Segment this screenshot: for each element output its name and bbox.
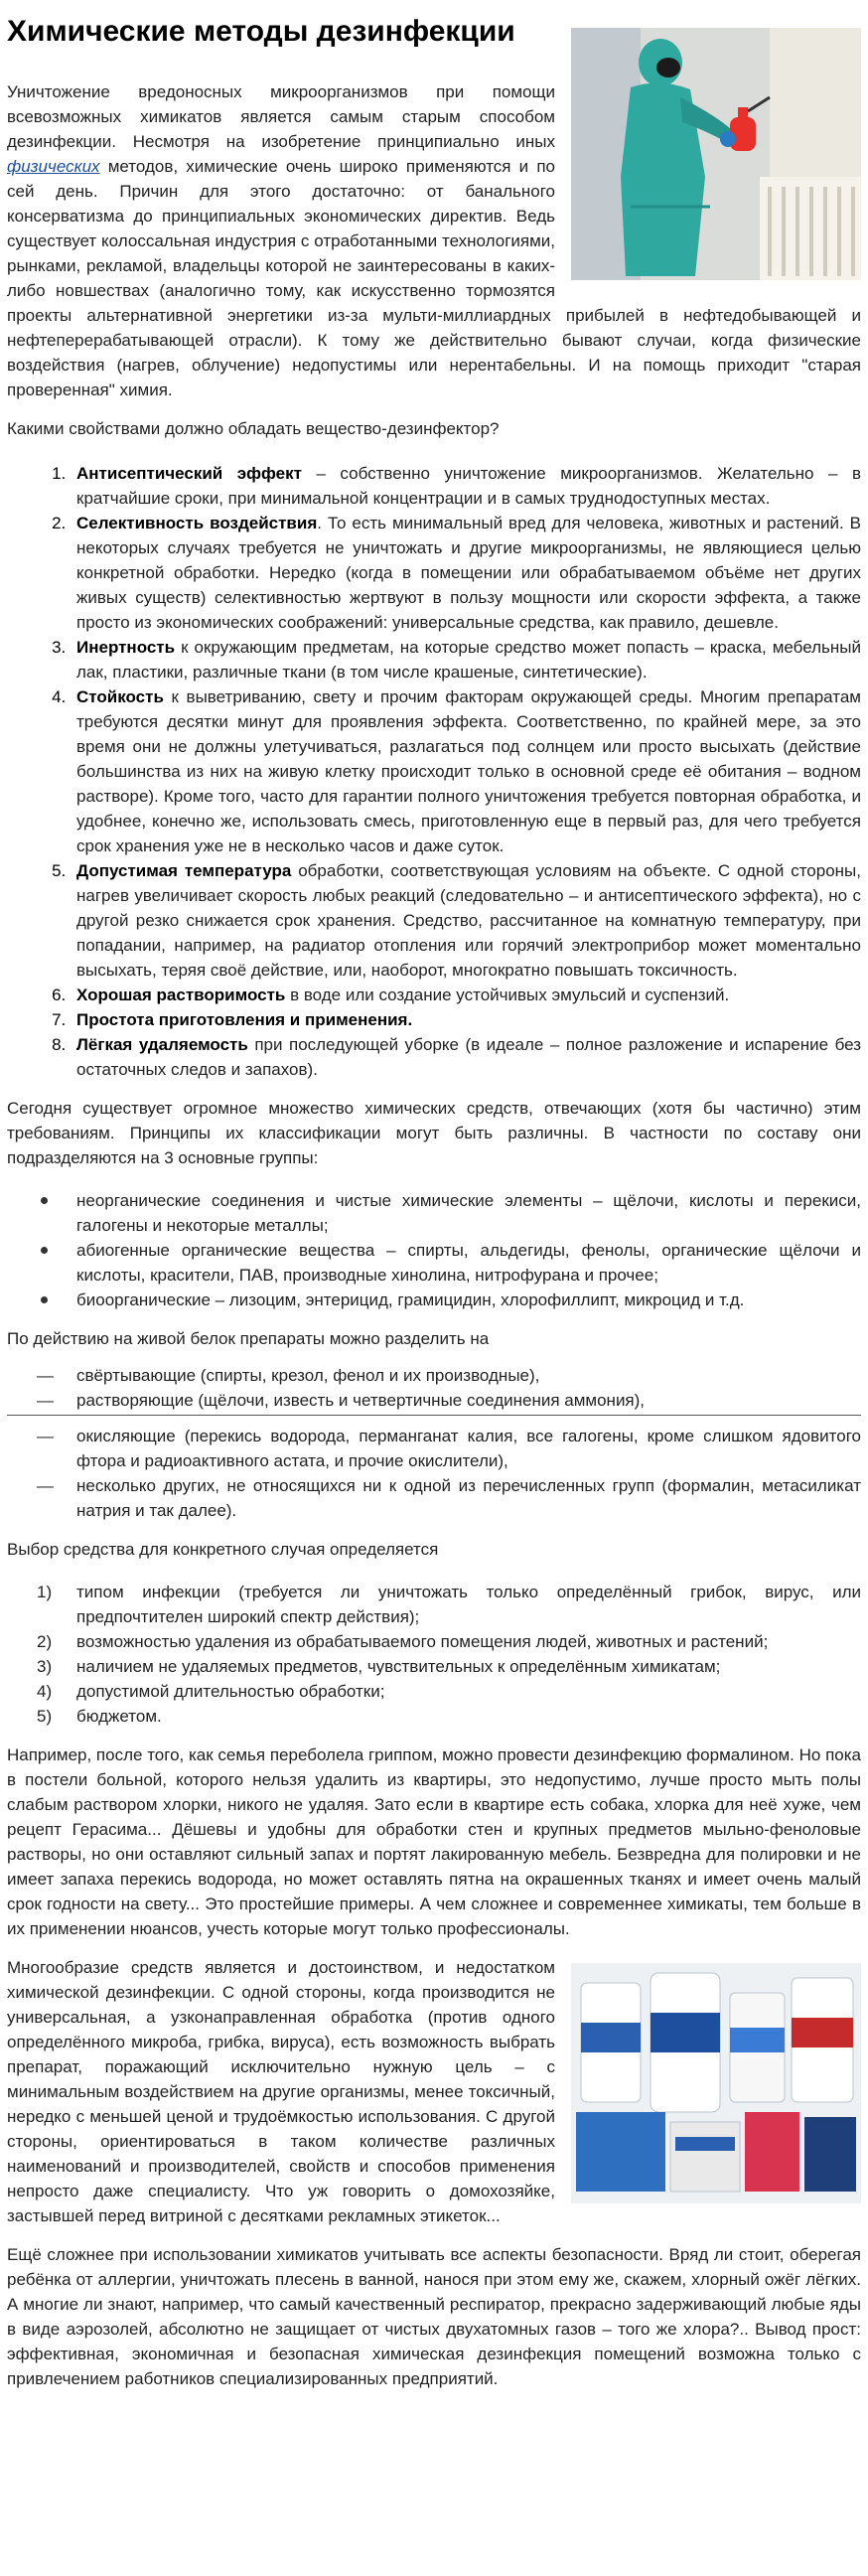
- property-text: . То есть минимальный вред для человека, животных и растений. В некоторых случаях требуется не уничтожать и другие микроорганизмы, не являющиеся целью конкретной обработки. Нередко (когда в помещении или обрабатываемом объёме нет других живых существ) селективностью жертвуют в пользу мощности или скорости эффекта, а также просто из экономических соображений: универсальные средства, как правило, дешевле.: [76, 514, 862, 632]
- list-item: возможностью удаления из обрабатываемого помещения людей, животных и растений;: [76, 1632, 769, 1651]
- list-item: — несколько других, не относящихся ни к одной из перечисленных групп (формалин, метасиликат натрия и так далее).: [71, 1473, 861, 1523]
- property-text: к окружающим предметам, на которые средство может попасть – краска, мебельный лак, пластики, различные ткани (в том числе крашеные, синтетические).: [76, 638, 861, 682]
- properties-question: Какими свойствами должно обладать вещество-дезинфектор?: [7, 419, 500, 438]
- property-item: [71, 858, 861, 983]
- property-term: Селективность воздействия: [76, 514, 318, 532]
- property-item: [71, 983, 861, 1007]
- properties-list: [7, 461, 861, 1082]
- property-term: Инертность: [76, 638, 176, 657]
- protein-groups-list-continued: [7, 1424, 861, 1523]
- property-item: [71, 635, 861, 684]
- property-item: [71, 1032, 861, 1082]
- list-item: допустимой длительностью обработки;: [76, 1682, 385, 1701]
- property-item: [71, 684, 861, 858]
- example-paragraph: Например, после того, как семья переболела гриппом, можно провести дезинфекцию формалином. Но пока в постели больной, которого нельзя удалить из квартиры, это недопустимо, лучше просто мыть полы слабым раствором хлорки, никого не удаляя. Зато если в квартире есть собака, хлорка для неё хуже, чем рецепт Герасима... Дёшевы и удобны для обработки стен и крупных предметов мыльно-феноловые растворы, но они оставляют сильный запах и портят лакированную мебель. Безвредна для полировки и не имеет запаха перекись водорода, но может оставлять пятна на окрашенных тканях и имеет очень малый срок годности на свету... Это простейшие примеры. А чем сложнее и современнее химикаты, тем больше в их применении нюансов, учесть которые могут только профессионалы.: [7, 1745, 861, 1938]
- safety-paragraph: Ещё сложнее при использовании химикатов учитывать все аспекты безопасности. Вряд ли стоит, оберегая ребёнка от аллергии, уничтожать плесень в ванной, нанося при этом ему же, скажем, хлорный ожёг лёгких. А многие ли знают, например, что самый качественный респиратор, прекрасно задерживающий любые яды в виде аэрозолей, абсолютно не защищает от чистых двухатомных газов – того же хлора?.. Вывод прост: эффективная, экономичная и безопасная химическая дезинфекция помещений возможна только с привлечением работников специализированных предприятий.: [7, 2245, 861, 2388]
- page-title: Химические методы дезинфекции: [7, 15, 515, 48]
- property-term: Антисептический эффект: [76, 464, 302, 483]
- groups-intro: Сегодня существует огромное множество химических средств, отвечающих (хотя бы частично) этим требованиям. Принципы их классификации могут быть различны. В частности по составу они подразделяются на 3 основные группы:: [7, 1099, 861, 1167]
- list-item: неорганические соединения и чистые химические элементы – щёлочи, кислоты и перекиси, галогены и некоторые металлы;: [71, 1188, 861, 1238]
- list-item: наличием не удаляемых предметов, чувствительных к определённым химикатам;: [76, 1657, 721, 1676]
- protein-groups-list: [7, 1363, 861, 1413]
- list-item: бюджетом.: [76, 1707, 162, 1726]
- list-item: — окисляющие (перекись водорода, перманганат калия, все галогены, кроме слишком ядовитого фтора и радиоактивного астата, и прочие окислители),: [71, 1424, 861, 1473]
- property-text: в воде или создание устойчивых эмульсий и суспензий.: [285, 985, 730, 1004]
- property-text: при последующей уборке (в идеале – полное разложение и испарение без остаточных следов и запахов).: [76, 1035, 862, 1079]
- list-item: — свёртывающие (спирты, крезол, фенол и их производные),: [71, 1363, 861, 1388]
- protein-intro: По действию на живой белок препараты можно разделить на: [7, 1329, 490, 1348]
- choice-criteria-list: [7, 1580, 861, 1729]
- variety-paragraph: [7, 1955, 861, 2228]
- variety-text: Многообразие средств является и достоинством, и недостатком химической дезинфекции. С одной стороны, когда производится не универсальная, а узконаправленная обработка (против одного определённого микроба, грибка, вируса), есть возможность выбрать препарат, поражающий исключительно нужную цель – с минимальным воздействием на другие организмы, менее токсичный, нередко с меньшей ценой и трудоёмкостью использования. С другой стороны, ориентироваться в таком количестве различных наименований и производителей, свойств и способов применения непросто даже специалисту. Что уж говорить о домохозяйке, застывшей перед витриной с десятками рекламных этикеток...: [7, 1958, 555, 2225]
- physical-methods-link[interactable]: физических: [7, 157, 100, 176]
- property-term: Хорошая растворимость: [76, 985, 286, 1004]
- photo-disinfectant-products: [571, 1963, 861, 2203]
- disinfectant-products-illustration: [571, 1963, 861, 2203]
- intro-text-part2: методов, химические очень широко применяются и по сей день. Причин для этого достаточно: от банального консерватизма до принципиальных экономических директив. Ведь существует колоссальная индустрия с отработанными технологиями, рынками, рекламой, владельцы которой не заинтересованы в каких-либо новшествах (аналогично тому, как искусственно тормозятся проекты альтернативной энергетики из-за мульти-миллиардных прибылей в нефтедобывающей и нефтеперерабатывающей отрасли). К тому же действительно бывают случаи, когда физические воздействия (нагрев, облучение) недопустимы или нерентабельны. И на помощь приходит "старая проверенная" химия.: [7, 157, 861, 399]
- divider: [7, 1415, 861, 1416]
- intro-text-part1: Уничтожение вредоносных микроорганизмов при помощи всевозможных химикатов является самым старым способом дезинфекции. Несмотря на изобретение принципиально иных: [7, 82, 555, 151]
- choice-intro: Выбор средства для конкретного случая определяется: [7, 1540, 439, 1559]
- property-text: – собственно уничтожение микроорганизмов. Желательно – в кратчайшие сроки, при минимальной концентрации и в самых труднодоступных местах.: [76, 464, 861, 508]
- property-term: Простота приготовления и применения.: [76, 1010, 413, 1029]
- property-term: Стойкость: [76, 687, 164, 706]
- list-item: биоорганические – лизоцим, энтерицид, грамицидин, хлорофиллипт, микроцид и т.д.: [71, 1288, 861, 1312]
- property-item: [71, 511, 861, 635]
- photo-disinfection-worker: [571, 28, 861, 280]
- property-text: к выветриванию, свету и прочим факторам окружающей среды. Многим препаратам требуются десятки минут для проявления эффекта. Соответственно, по крайней мере, за это время они не должны улетучиваться, разлагаться под солнцем или просто высыхать (действие большинства из них на живую клетку происходит только в основной среде её обитания – водном растворе). Кроме того, часто для гарантии полного уничтожения требуется повторная обработка, и удобнее, конечно же, использовать смесь, приготовленную еще в первый раз, для чего требуется срок хранения уже не в несколько часов и даже суток.: [76, 687, 861, 855]
- list-item: абиогенные органические вещества – спирты, альдегиды, фенолы, органические щёлочи и кислоты, красители, ПАВ, производные хинолина, нитрофурана и прочее;: [71, 1238, 861, 1288]
- property-term: Допустимая температура: [76, 861, 292, 880]
- list-item: типом инфекции (требуется ли уничтожать только определённый грибок, вирус, или предпочтителен широкий спектр действия);: [76, 1583, 861, 1626]
- property-item: [71, 1007, 861, 1032]
- disinfection-worker-illustration: [571, 28, 861, 280]
- list-item: — растворяющие (щёлочи, известь и четвертичные соединения аммония),: [71, 1388, 861, 1413]
- composition-groups-list: [7, 1188, 861, 1312]
- property-term: Лёгкая удаляемость: [76, 1035, 248, 1054]
- property-item: [71, 461, 861, 511]
- property-text: обработки, соответствующая условиям на объекте. С одной стороны, нагрев увеличивает скорость любых реакций (следовательно – и антисептического эффекта), но с другой резко снижается срок хранения. Средство, рассчитанное на комнатную температуру, при попадании, например, на радиатор отопления или горячий электроприбор может моментально высыхать, теряя своё действие, или, наоборот, многократно повышать токсичность.: [76, 861, 861, 980]
